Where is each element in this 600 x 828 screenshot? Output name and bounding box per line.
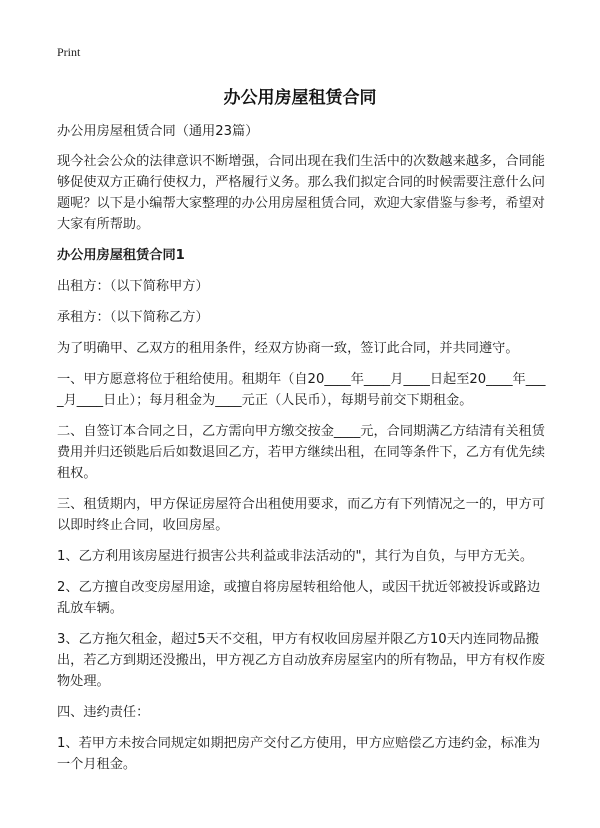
intro-paragraph: 现今社会公众的法律意识不断增强，合同出现在我们生活中的次数越来越多，合同能够促使双方正确行使权力，严格履行义务。那么我们拟定合同的时候需要注意什么问题呢？以下是小编帮大家整理的办公用房屋租赁合同，欢迎大家借鉴与参考，希望对大家有所帮助。 [57, 154, 545, 232]
clause-3-item-1: 1、乙方利用该房屋进行损害公共利益或非法活动的"，其行为自负，与甲方无关。 [57, 549, 534, 564]
clause-2: 二、自签订本合同之日，乙方需向甲方缴交按金____元，合同期满乙方结清有关租赁费用并归还锁匙后后如数退回乙方，若甲方继续出租，在同等条件下，乙方有优先续租权。 [57, 424, 545, 481]
preamble-paragraph: 为了明确甲、乙双方的租用条件，经双方协商一致，签订此合同，并共同遵守。 [57, 341, 519, 356]
clause-3-item-2: 2、乙方擅自改变房屋用途，或擅自将房屋转租给他人，或因干扰近邻被投诉或路边乱放车辆。 [57, 580, 541, 616]
clause-4-item-1: 1、若甲方未按合同规定如期把房产交付乙方使用，甲方应赔偿乙方违约金，标准为一个月租金。 [57, 736, 541, 772]
clause-3: 三、租赁期内，甲方保证房屋符合出租使用要求，而乙方有下列情况之一的，甲方可以即时终止合同，收回房屋。 [57, 497, 545, 533]
lessee-line: 承租方：（以下简称乙方） [57, 310, 209, 325]
document-subtitle: 办公用房屋租赁合同（通用23篇） [57, 124, 259, 139]
document-body [57, 121, 549, 785]
contract-heading: 办公用房屋租赁合同1 [57, 248, 185, 263]
lessor-line: 出租方：（以下简称甲方） [57, 279, 209, 294]
document-title: 办公用房屋租赁合同 [223, 88, 377, 108]
clause-1: 一、甲方愿意将位于租给使用。租期年（自20____年____月____日起至20____年____月____日止）；每月租金为____元正（人民币），每期号前交下期租金。 [57, 372, 546, 408]
clause-4: 四、违约责任： [57, 705, 150, 720]
print-link[interactable]: Print [57, 45, 81, 59]
clause-3-item-3: 3、乙方拖欠租金，超过5天不交租，甲方有权收回房屋并限乙方10天内连同物品搬出，若乙方到期还没搬出，甲方视乙方自动放弃房屋室内的所有物品，甲方有权作废物处理。 [57, 632, 545, 689]
